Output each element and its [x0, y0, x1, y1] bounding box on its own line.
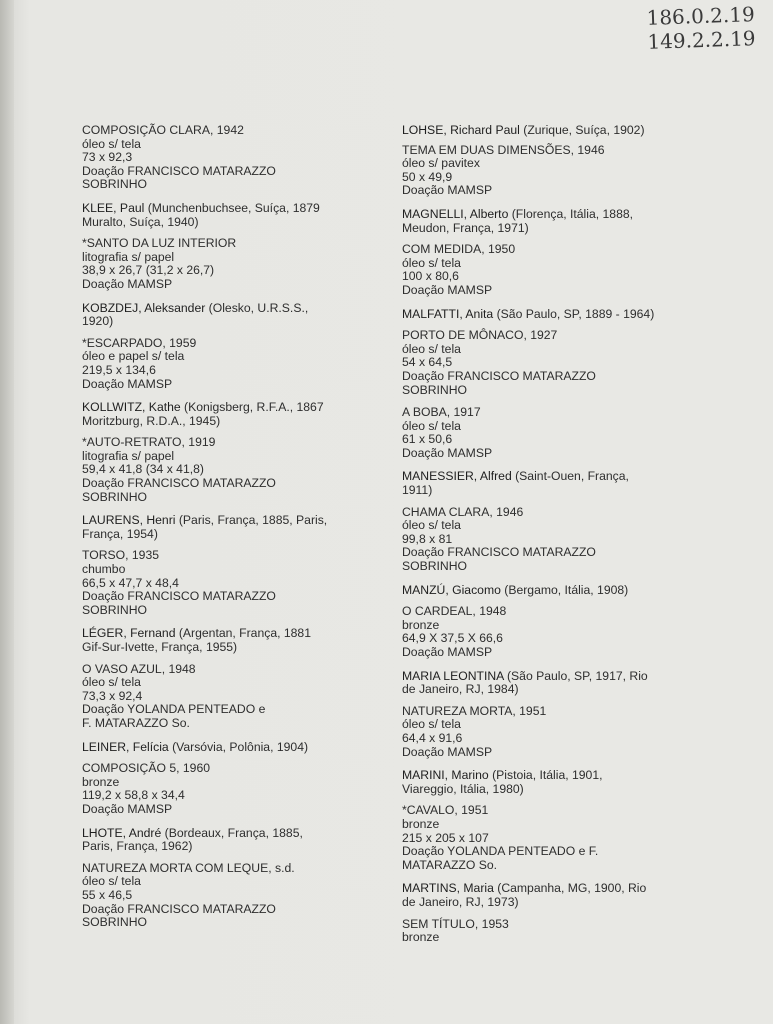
artist-heading: [82, 302, 352, 329]
artist-name: MARINI, Marino: [402, 768, 489, 783]
catalog-entry: [402, 882, 672, 944]
artwork-record: [402, 329, 672, 397]
artwork-detail: 38,9 x 26,7 (31,2 x 26,7): [82, 263, 215, 278]
artist-birth-info: (São Paulo, SP, 1889 - 1964): [493, 306, 655, 321]
artwork-detail: 50 x 49,9: [402, 169, 453, 184]
catalog-entry: [82, 202, 352, 292]
artwork-record: [82, 862, 352, 930]
artwork-detail: bronze: [402, 930, 440, 945]
artwork-detail: litografia s/ papel: [82, 249, 175, 264]
artist-heading: [402, 769, 672, 796]
artwork-detail: litografia s/ papel: [82, 448, 175, 463]
artwork-detail: 215 x 205 x 107: [402, 830, 489, 845]
catalog-entry: [402, 308, 672, 461]
artist-line: [82, 827, 352, 841]
artist-birth-info: (Saint-Ouen, França,: [511, 469, 629, 484]
artist-death-info: de Janeiro, RJ, 1984): [402, 682, 519, 697]
handwritten-note: [646, 2, 756, 54]
catalog-entry: [82, 302, 352, 392]
left-column: [82, 124, 352, 940]
artist-line: [82, 302, 352, 316]
artwork-record: [82, 337, 352, 391]
artist-heading: [82, 401, 352, 428]
artist-birth-info: (Konigsberg, R.F.A., 1867: [180, 400, 324, 415]
artist-line: [402, 208, 672, 222]
artist-line: [402, 670, 672, 684]
artwork-detail: óleo s/ tela: [82, 675, 141, 690]
handwritten-line-1: 186.0.2.19: [646, 2, 755, 30]
artwork-detail: óleo s/ tela: [402, 341, 461, 356]
artwork-detail: SOBRINHO: [82, 177, 148, 192]
artist-heading: [402, 670, 672, 697]
artist-name: KOLLWITZ, Kathe: [82, 400, 181, 415]
artwork-detail: Doação MAMSP: [82, 801, 173, 816]
catalog-entry: [82, 124, 352, 192]
artwork-title: NATUREZA MORTA COM LEQUE, s.d.: [82, 860, 295, 875]
handwritten-line-2: 149.2.2.19: [646, 26, 756, 54]
artist-name: MARIA LEONTINA: [402, 668, 504, 683]
artist-death-info: Gif-Sur-Ivette, França, 1955): [82, 640, 238, 654]
artwork-detail: 61 x 50,6: [402, 432, 453, 447]
artist-death-info: França, 1954): [82, 526, 158, 541]
artwork-detail: 99,8 x 81: [402, 531, 453, 546]
artwork-detail: 66,5 x 47,7 x 48,4: [82, 575, 179, 590]
artwork-detail: 219,5 x 134,6: [82, 362, 156, 377]
artwork-record: [82, 549, 352, 617]
artist-heading: [402, 470, 672, 497]
artwork-detail: bronze: [402, 617, 440, 632]
artist-death-info: 1920): [82, 314, 114, 329]
artist-death-info: Paris, França, 1962): [82, 839, 193, 854]
artwork-detail: SOBRINHO: [82, 602, 148, 617]
artwork-record: [402, 506, 672, 574]
artist-heading: [402, 124, 672, 138]
artist-line: [82, 741, 352, 755]
artist-name: LHOTE, André: [82, 825, 162, 840]
artwork-detail: óleo s/ tela: [402, 717, 461, 732]
artist-heading: [402, 882, 672, 909]
artwork-detail: 100 x 80,6: [402, 269, 459, 284]
artist-birth-info: (Bergamo, Itália, 1908): [500, 582, 629, 597]
artist-death-info: Viareggio, Itália, 1980): [402, 781, 524, 796]
artwork-detail: 55 x 46,5: [82, 887, 133, 902]
catalog-entry: [82, 741, 352, 817]
catalog-entry: [402, 470, 672, 573]
artist-birth-info: (Paris, França, 1885, Paris,: [175, 513, 328, 528]
artwork-detail: óleo s/ pavitex: [402, 156, 480, 171]
artist-birth-info: (Varsóvia, Polônia, 1904): [168, 739, 309, 754]
artist-line: [82, 514, 352, 528]
artist-name: MANZÚ, Giacomo: [402, 582, 501, 597]
artist-birth-info: (Olesko, U.R.S.S.,: [205, 300, 309, 315]
artwork-title: A BOBA, 1917: [402, 405, 481, 420]
artwork-title: COMPOSIÇÃO 5, 1960: [82, 761, 211, 776]
artwork-detail: MATARAZZO So.: [402, 857, 498, 872]
artist-heading: [402, 308, 672, 322]
artwork-detail: óleo e papel s/ tela: [82, 349, 185, 364]
artist-name: MALFATTI, Anita: [402, 306, 494, 321]
artwork-detail: bronze: [82, 774, 120, 789]
catalog-entry: [402, 584, 672, 660]
catalog-entry: [402, 670, 672, 760]
artwork-detail: Doação FRANCISCO MATARAZZO: [402, 545, 596, 560]
artist-name: LAURENS, Henri: [82, 513, 176, 528]
artist-birth-info: (Campanha, MG, 1900, Rio: [493, 881, 647, 896]
artwork-record: [402, 804, 672, 872]
artwork-record: [402, 243, 672, 297]
artist-name: LEINER, Felícia: [82, 739, 169, 754]
artist-line: [82, 401, 352, 415]
artist-heading: [82, 741, 352, 755]
artist-line: [402, 882, 672, 896]
artwork-detail: Doação MAMSP: [402, 744, 493, 759]
artwork-detail: óleo s/ tela: [82, 136, 141, 151]
artwork-detail: 73 x 92,3: [82, 150, 133, 165]
artwork-detail: SOBRINHO: [82, 915, 148, 930]
artist-death-info: Meudon, França, 1971): [402, 220, 529, 235]
artwork-title: *SANTO DA LUZ INTERIOR: [82, 236, 237, 251]
artwork-title: O CARDEAL, 1948: [402, 604, 507, 619]
artwork-title: O VASO AZUL, 1948: [82, 661, 196, 676]
artist-name: MAGNELLI, Alberto: [402, 206, 509, 221]
artwork-detail: óleo s/ tela: [402, 518, 461, 533]
artwork-record: [402, 918, 672, 945]
artist-line: [402, 769, 672, 783]
artist-line: [402, 470, 672, 484]
artist-heading: [82, 514, 352, 541]
artist-line: [402, 308, 672, 322]
artwork-record: [402, 605, 672, 659]
artwork-detail: 59,4 x 41,8 (34 x 41,8): [82, 462, 204, 477]
artwork-title: *AUTO-RETRATO, 1919: [82, 435, 216, 450]
artwork-detail: Doação FRANCISCO MATARAZZO: [82, 589, 276, 604]
catalog-entry: [82, 827, 352, 930]
artist-line: [82, 202, 352, 216]
artwork-detail: 64,9 X 37,5 X 66,6: [402, 631, 503, 646]
artwork-detail: Doação FRANCISCO MATARAZZO: [82, 901, 276, 916]
artwork-record: [402, 144, 672, 198]
artwork-detail: F. MATARAZZO So.: [82, 715, 190, 730]
artwork-title: TORSO, 1935: [82, 548, 159, 563]
catalog-entry: [82, 401, 352, 504]
artist-heading: [402, 208, 672, 235]
catalog-entry: [82, 514, 352, 617]
artwork-record: [402, 705, 672, 759]
artist-line: [402, 124, 672, 138]
artist-birth-info: (Bordeaux, França, 1885,: [161, 825, 303, 840]
artwork-detail: SOBRINHO: [402, 559, 468, 574]
artwork-detail: chumbo: [82, 562, 126, 577]
artist-name: LOHSE, Richard Paul: [402, 123, 520, 137]
artwork-record: [82, 663, 352, 731]
artwork-detail: Doação MAMSP: [82, 276, 173, 291]
artwork-detail: óleo s/ tela: [82, 874, 141, 889]
artist-heading: [82, 827, 352, 854]
right-column: [402, 124, 672, 955]
artist-name: LÉGER, Fernand: [82, 626, 176, 641]
artwork-detail: 73,3 x 92,4: [82, 688, 143, 703]
artwork-record: [402, 406, 672, 460]
artwork-detail: Doação YOLANDA PENTEADO e: [82, 702, 266, 717]
artist-name: KOBZDEJ, Aleksander: [82, 300, 206, 315]
artist-death-info: Muralto, Suíça, 1940): [82, 214, 199, 229]
artwork-record: [82, 237, 352, 291]
artwork-title: CHAMA CLARA, 1946: [402, 504, 524, 519]
artist-name: MANESSIER, Alfred: [402, 469, 512, 484]
artist-heading: [402, 584, 672, 598]
artwork-detail: SOBRINHO: [82, 489, 148, 504]
artist-birth-info: (São Paulo, SP, 1917, Rio: [503, 668, 648, 683]
catalog-entry: [82, 627, 352, 730]
artwork-detail: 64,4 x 91,6: [402, 730, 463, 745]
artist-birth-info: (Zurique, Suíça, 1902): [519, 123, 645, 137]
artwork-detail: Doação MAMSP: [402, 445, 493, 460]
artist-death-info: Moritzburg, R.D.A., 1945): [82, 413, 221, 428]
artwork-detail: 54 x 64,5: [402, 355, 453, 370]
artwork-detail: Doação MAMSP: [402, 183, 493, 198]
artwork-detail: Doação MAMSP: [402, 645, 493, 659]
artist-death-info: 1911): [402, 483, 433, 498]
artist-line: [82, 627, 352, 641]
artwork-record: [82, 436, 352, 504]
artist-heading: [82, 202, 352, 229]
artist-name: KLEE, Paul: [82, 200, 145, 215]
artwork-title: *ESCARPADO, 1959: [82, 335, 197, 350]
artwork-record: [82, 762, 352, 816]
artwork-title: SEM TÍTULO, 1953: [402, 916, 509, 931]
artist-death-info: de Janeiro, RJ, 1973): [402, 894, 519, 909]
artist-birth-info: (Pistoia, Itália, 1901,: [488, 768, 603, 783]
artwork-detail: Doação FRANCISCO MATARAZZO: [82, 163, 276, 178]
artwork-detail: óleo s/ tela: [402, 418, 461, 433]
artwork-detail: Doação FRANCISCO MATARAZZO: [402, 368, 596, 383]
artwork-title: COM MEDIDA, 1950: [402, 242, 516, 257]
catalog-entry: [402, 208, 672, 298]
artwork-detail: Doação MAMSP: [402, 282, 493, 297]
artwork-detail: óleo s/ tela: [402, 255, 461, 270]
artwork-title: COMPOSIÇÃO CLARA, 1942: [82, 123, 244, 137]
artwork-detail: Doação FRANCISCO MATARAZZO: [82, 476, 276, 491]
catalog-entry: [402, 769, 672, 872]
artist-birth-info: (Argentan, França, 1881: [175, 626, 311, 641]
artwork-title: *CAVALO, 1951: [402, 803, 489, 818]
artwork-title: PORTO DE MÔNACO, 1927: [402, 328, 558, 343]
artist-line: [402, 584, 672, 598]
artwork-detail: bronze: [402, 816, 440, 831]
artwork-detail: Doação YOLANDA PENTEADO e F.: [402, 844, 599, 859]
artist-birth-info: (Florença, Itália, 1888,: [508, 206, 634, 221]
artist-birth-info: (Munchenbuchsee, Suíça, 1879: [144, 200, 320, 215]
artwork-detail: SOBRINHO: [402, 382, 468, 397]
artwork-title: TEMA EM DUAS DIMENSÕES, 1946: [402, 142, 605, 157]
page-spine: [0, 0, 14, 1024]
artwork-record: [82, 124, 352, 192]
artwork-detail: Doação MAMSP: [82, 376, 173, 391]
artwork-detail: 119,2 x 58,8 x 34,4: [82, 788, 185, 803]
artist-name: MARTINS, Maria: [402, 881, 494, 896]
catalog-entry: [402, 124, 672, 198]
artwork-title: NATUREZA MORTA, 1951: [402, 703, 547, 718]
artist-heading: [82, 627, 352, 654]
